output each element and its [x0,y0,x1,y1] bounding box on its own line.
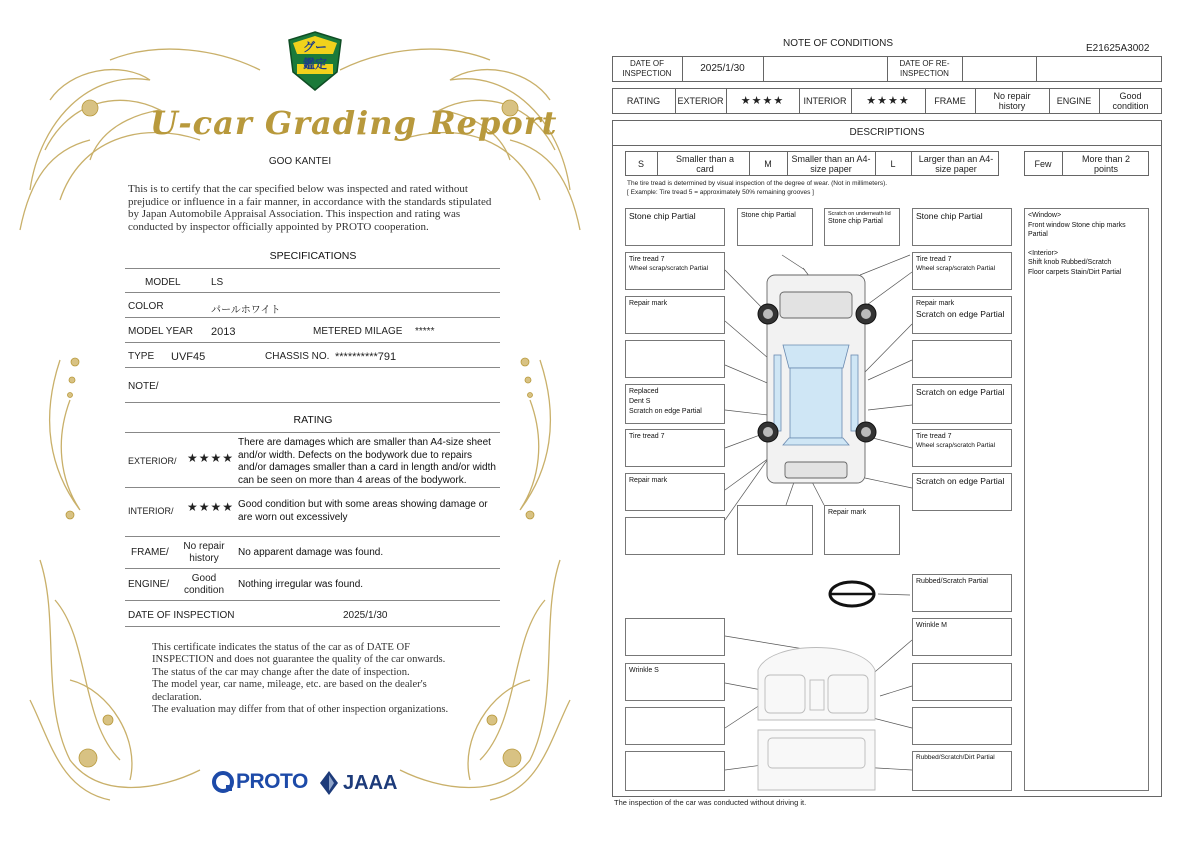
footer-line: The evaluation may differ from that of other inspection organizations. [152,704,449,716]
side-note-line: Floor carpets Stain/Dirt Partial [1028,268,1122,276]
color-label: COLOR [128,301,164,312]
footer-line: declaration. [152,691,202,703]
rating-heading: RATING [293,414,333,426]
note-footer: The inspection of the car was conducted without driving it. [614,798,807,807]
rating-label: RATING [626,96,661,106]
rating-row-interior [125,488,500,537]
interior-note-box [625,751,725,791]
descriptions-heading: DESCRIPTIONS [849,126,925,138]
interior-label: INTERIOR [803,96,847,106]
proto-logo-text: PROTO [236,770,308,793]
damage-note-box [737,505,813,555]
footer-line: The model year, car name, mileage, etc. are based on the dealer's [152,679,427,691]
frame-value: No repair history [183,541,225,564]
damage-note-box: Repair mark [625,473,725,511]
damage-note-box: Replaced Dent S Scratch on edge Partial [625,384,725,424]
exterior-description: There are damages which are smaller than A4-size sheet and/or width. Defects on the bodywork due to repairs and/or damages smaller than a card in length and/or width can be seen on more than 4 areas of the bodywork. [238,437,496,486]
date-of-inspection-label: DATE OF INSPECTION [622,59,672,78]
metered-mileage-value: ***** [415,326,435,337]
interior-note-box: Wrinkle M [912,618,1012,656]
interior-note-box: Rubbed/Scratch Partial [912,574,1012,612]
frame-description: No apparent damage was found. [238,547,384,558]
interior-note-box [625,618,725,656]
certification-statement: This is to certify that the car specified below was inspected and rated without prejudice or influence in a fair manner, in accordance with the standards stipulated by Japan Automobile Appraisal Association. This inspection and rating was conducted by inspector officially appointed by PROTO cooperation. [128,183,492,233]
legend-key-l: L [890,158,896,169]
spec-row-type [125,343,500,368]
damage-note-box: Stone chip Partial [625,208,725,246]
type-value: UVF45 [171,351,206,363]
note-label: NOTE/ [128,381,159,392]
type-label: TYPE [128,351,155,362]
interior-note-box: Rubbed/Scratch/Dirt Partial [912,751,1012,791]
damage-note-box: Tire tread 7 Wheel scrap/scratch Partial [625,252,725,290]
damage-note-box: Scratch on edge Partial [912,473,1012,511]
legend-text-l: Larger than an A4-size paper [918,153,994,174]
goo-kantei-logo [287,30,343,92]
frame-value: No repair history [993,91,1031,111]
logo-text: グー鑑定 [302,40,327,71]
legend-key-m: M [764,158,772,169]
report-subtitle: GOO KANTEI [268,156,332,167]
legend-key-few: Few [1034,158,1052,169]
spec-row-color [125,293,500,318]
model-label: MODEL [145,277,181,288]
chassis-label: CHASSIS NO. [265,351,330,362]
interior-description: Good condition but with some areas showing damage or are worn out excessively [238,499,488,523]
rating-row-engine [125,569,500,601]
note-of-conditions [600,0,1200,848]
engine-value: Good condition [183,573,225,596]
damage-note-box: Tire tread 7 [625,429,725,467]
interior-note-box [912,663,1012,701]
document-id: E21625A3002 [1086,43,1150,54]
reinspection-label: DATE OF RE-INSPECTION [899,59,950,78]
legend-text-few: More than 2 points [1081,153,1131,174]
damage-note-box: Repair mark Scratch on edge Partial [912,296,1012,334]
exterior-label: EXTERIOR [677,96,724,106]
jaaa-logo-text: JAAA [343,771,398,794]
footer-line: INSPECTION and does not guarantee the quality of the car onwards. [152,654,446,666]
jaaa-mark-icon [319,770,339,796]
spec-row-model [125,268,500,293]
jaaa-logo [319,770,397,796]
frame-label: FRAME [934,96,966,106]
report-title: U-car Grading Report [150,104,558,142]
engine-description: Nothing irregular was found. [238,579,364,590]
metered-mileage-label: METERED MILAGE [313,326,403,337]
side-note-line: Shift knob Rubbed/Scratch [1028,259,1112,266]
legend-key-s: S [637,158,644,169]
date-label: DATE OF INSPECTION [128,610,235,621]
engine-value: Good condition [1112,91,1149,111]
footer-line: This certificate indicates the status of the car as of DATE OF [152,642,410,653]
engine-label: ENGINE [1056,96,1092,106]
damage-note-box [625,340,725,378]
date-value: 2025/1/30 [343,610,388,621]
side-note-line: Front window Stone chip marks Partial [1028,221,1126,238]
interior-note-box [912,707,1012,745]
interior-stars: ★★★★ [187,500,235,514]
exterior-stars: ★★★★ [187,451,235,465]
exterior-stars: ★★★★ [740,95,785,107]
side-note-line [1028,240,1145,249]
damage-note-box: Repair mark [625,296,725,334]
exterior-label: EXTERIOR/ [128,456,177,466]
tread-note-2: [ Example: Tire tread 5 = approximately 50% remaining grooves ] [627,189,814,196]
damage-note-box [625,517,725,555]
model-year-value: 2013 [211,326,236,338]
steering-wheel-icon [830,582,874,606]
side-note-line: <Window> [1028,212,1062,219]
side-note-line: <Interior> [1028,249,1058,257]
damage-note-box: Tire tread 7 Wheel scrap/scratch Partial [912,252,1012,290]
note-title: NOTE OF CONDITIONS [783,38,893,49]
chassis-value: **********791 [335,351,397,363]
interior-label: INTERIOR/ [128,506,174,516]
certificate-footer [152,642,492,716]
specifications-heading: SPECIFICATIONS [269,250,357,262]
engine-label: ENGINE/ [128,579,170,590]
spec-row-note [125,368,500,403]
proto-mark-icon [212,771,234,793]
rating-row-exterior [125,432,500,488]
rating-row-frame [125,537,500,569]
interior-diagram [758,648,875,791]
interior-stars: ★★★★ [866,95,910,107]
legend-text-s: Smaller than a card [675,153,735,174]
damage-note-box: Tire tread 7 Wheel scrap/scratch Partial [912,429,1012,467]
color-value: パールホワイト [211,305,281,316]
spec-row-model-year [125,318,500,343]
proto-logo [212,770,308,794]
frame-label: FRAME/ [131,547,169,558]
damage-note-box: Repair mark [824,505,900,555]
interior-note-box [625,707,725,745]
window-interior-notes [1024,208,1149,791]
tread-note-1: The tire tread is determined by visual inspection of the degree of wear. (Not in millimeters). [627,180,888,187]
model-year-label: MODEL YEAR [128,326,194,337]
footer-line: The status of the car may change after the date of inspection. [152,666,410,678]
damage-note-box: Scratch on underneath lid Stone chip Partial [824,208,900,246]
damage-note-box: Stone chip Partial [737,208,813,246]
damage-note-box: Stone chip Partial [912,208,1012,246]
date-of-inspection-value: 2025/1/30 [700,63,745,74]
damage-note-box: Scratch on edge Partial [912,384,1012,424]
damage-note-box [912,340,1012,378]
model-value: LS [211,277,224,288]
interior-note-box: Wrinkle S [625,663,725,701]
rating-row-date [125,601,500,627]
legend-text-m: Smaller than an A4-size paper [791,153,871,174]
